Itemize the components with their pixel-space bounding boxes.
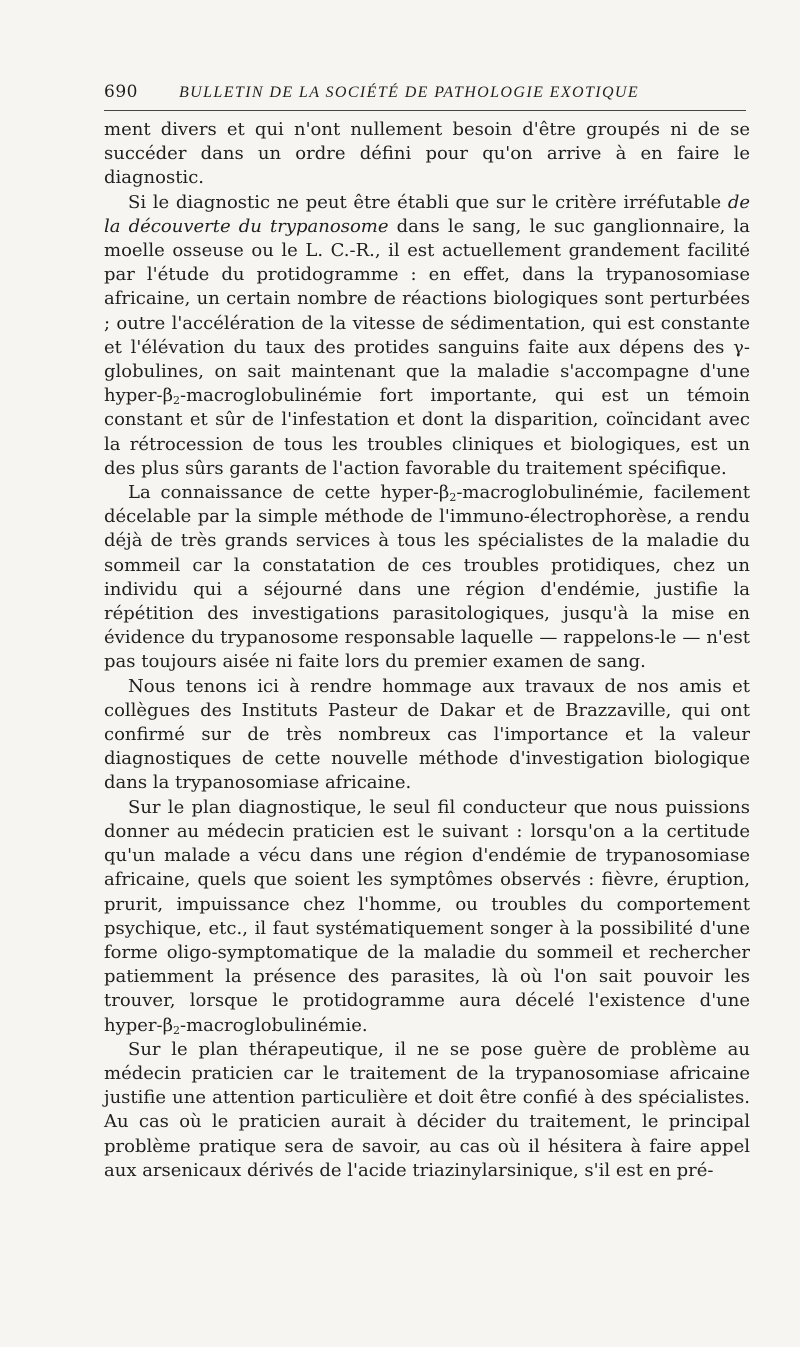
paragraph-5: Sur le plan diagnostique, le seul fil conducteur que nous puissions donner au médecin praticien est le suivant : lorsqu'on a la certitude qu'un malade a vécu dans une région d'endémie de trypanosomiase africaine, quels que soient les symptômes observés : fièvre, éruption, prurit, impuissance chez l'homme, ou troubles du comportement psychique, etc., il faut systématiquement songer à la possibilité d'une forme oligo-symptomatique de la maladie du sommeil et rechercher patiemment la présence des parasites, là où l'on sait pouvoir les trouver, lorsque le protidogramme aura décelé l'existence d'une hyper-$\beta_2$-macroglobulinémie. xyxy=(104,796,750,1037)
paragraph-4: Nous tenons ici à rendre hommage aux travaux de nos amis et collègues des Instituts Pasteur de Dakar et de Brazzaville, qui ont confirmé sur de très nombreux cas l'importance et la valeur diagnostiques de cette nouvelle méthode d'investigation biologique dans la trypanosomiase africaine. xyxy=(104,675,750,794)
page-header xyxy=(104,82,750,108)
header-rule xyxy=(104,110,746,111)
article-body xyxy=(104,118,750,1183)
paragraph-1: ment divers et qui n'ont nullement besoin d'être groupés ni de se succéder dans un ordre défini pour qu'on arrive à en faire le diagnostic. xyxy=(104,119,750,189)
paragraph-3: La connaissance de cette hyper-$\beta_2$-macroglobulinémie, facilement décelable par la simple méthode de l'immuno-électrophorèse, a rendu déjà de très grands services à tous les spécialistes de la maladie du sommeil car la constatation de ces troubles protidiques, chez un individu qui a séjourné dans une région d'endémie, justifie la répétition des investigations parasitologiques, jusqu'à la mise en évidence du trypanosome responsable laquelle — rappelons-le — n'est pas toujours aisée ni faite lors du premier examen de sang. xyxy=(104,482,750,673)
paragraph-6: Sur le plan thérapeutique, il ne se pose guère de problème au médecin praticien car le traitement de la trypanosomiase africaine justifie une attention particulière et doit être confié à des spécialistes. Au cas où le praticien aurait à décider du traitement, le principal problème pratique sera de savoir, au cas où il hésitera à faire appel aux arsenicaux dérivés de l'acide triazinylarsinique, s'il est en pré- xyxy=(104,1038,750,1181)
italic-phrase: de la découverte du trypanosome xyxy=(104,191,750,237)
page-number: 690 xyxy=(104,82,138,102)
paragraph-2: Si le diagnostic ne peut être établi que sur le critère irréfutable de la découverte du trypanosome dans le sang, le suc ganglionnaire, la moelle osseuse ou le L. C.-R., il est actuellement grandement facilité par l'étude du protidogramme : en effet, dans la trypanosomiase africaine, un certain nombre de réactions biologiques sont perturbées ; outre l'accélération de la vitesse de sédimentation, qui est constante et l'élévation du taux des protides sanguins faite aux dépens des γ-globulines, on sait maintenant que la maladie s'accompagne d'une hyper-$\beta_2$-macroglobulinémie fort importante, qui est un témoin constant et sûr de l'infestation et dont la disparition, coïncidant avec la rétrocession de tous les troubles cliniques et biologiques, est un des plus sûrs garants de l'action favorable du traitement spécifique. xyxy=(104,191,750,479)
running-title: BULLETIN DE LA SOCIÉTÉ DE PATHOLOGIE EXOTIQUE xyxy=(179,84,640,101)
